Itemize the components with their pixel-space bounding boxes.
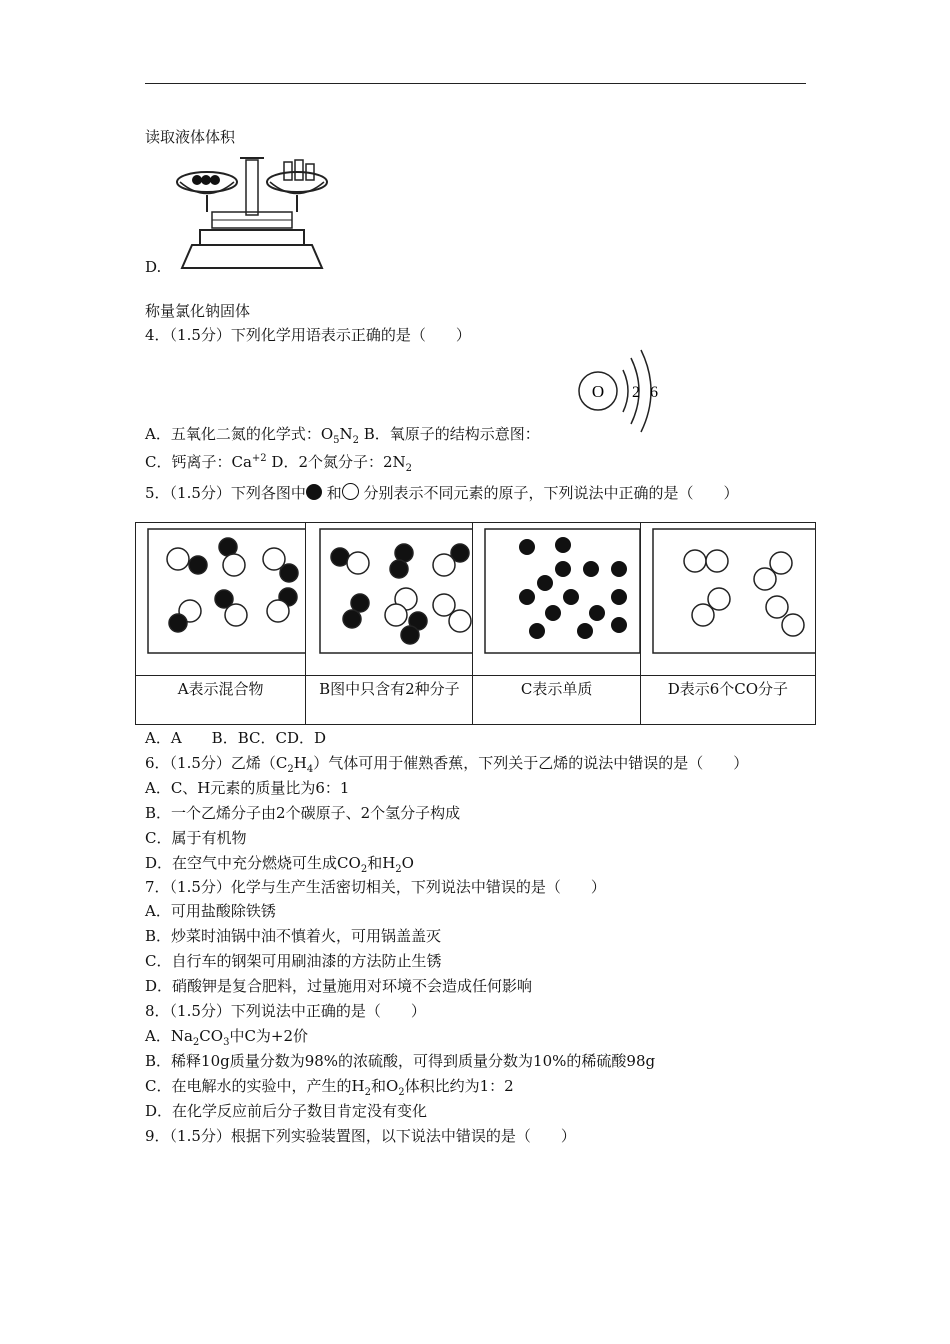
atom-shell-2-count: 6 xyxy=(650,384,658,401)
q9-stem: 9．（1.5分）根据下列实验装置图，以下说法中错误的是（ ） xyxy=(145,1127,576,1145)
q7-option-b: B．炒菜时油锅中油不慎着火，可用锅盖盖灭 xyxy=(145,927,442,945)
q4-option-ab: A．五氧化二氮的化学式：$O_5N_2$ B．氧原子的结构示意图： xyxy=(145,425,540,446)
q8-option-b: B．稀释10g质量分数为98%的浓硫酸，可得到质量分数为10%的稀硫酸98g xyxy=(145,1052,656,1070)
top-caption: 读取液体体积 xyxy=(145,128,236,146)
q6-option-d: D．在空气中充分燃烧可生成$CO_2$和$H_2O$ xyxy=(145,854,414,875)
panel-b xyxy=(306,523,472,675)
panel-a xyxy=(136,523,305,675)
q7-option-d: D．硝酸钾是复合肥料，过量施用对环境不会造成任何影响 xyxy=(145,977,533,995)
q5-figure-table xyxy=(135,522,816,725)
option-d-label: D. xyxy=(145,258,162,276)
oxygen-atom-structure-diagram xyxy=(573,346,663,436)
caption-b: B图中只含有2种分子 xyxy=(319,680,460,698)
white-atom-icon xyxy=(342,483,359,500)
q4-stem: 4．（1.5分）下列化学用语表示正确的是（ ） xyxy=(145,326,471,344)
header-rule xyxy=(145,83,806,84)
balance-scale-illustration xyxy=(172,150,332,275)
q6-option-c: C．属于有机物 xyxy=(145,829,247,847)
caption-a: A表示混合物 xyxy=(177,680,264,698)
q6-option-b: B．一个乙烯分子由2个碳原子、2个氢分子构成 xyxy=(145,804,461,822)
q7-stem: 7．（1.5分）化学与生产生活密切相关，下列说法中错误的是（ ） xyxy=(145,878,606,896)
q8-option-d: D．在化学反应前后分子数目肯定没有变化 xyxy=(145,1102,428,1120)
atom-nucleus-label: O xyxy=(591,382,605,401)
q6-option-a: A．C、H元素的质量比为6：1 xyxy=(145,779,350,797)
q6-stem: 6．（1.5分）乙烯$(C_2H_4)$气体可用于催熟香蕉，下列关于乙烯的说法中错误的是（ ） xyxy=(145,754,749,775)
q8-option-a: A．$Na_2CO_3$中C为+2价 xyxy=(145,1027,309,1048)
q8-stem: 8．（1.5分）下列说法中正确的是（ ） xyxy=(145,1002,426,1020)
panel-d xyxy=(641,523,815,675)
bottom-caption: 称量氯化钠固体 xyxy=(145,302,251,320)
atom-shell-1-count: 2 xyxy=(632,384,640,401)
q8-option-c: C．在电解水的实验中，产生的$H_2$和$O_2$体积比约为1：2 xyxy=(145,1077,514,1098)
black-atom-icon xyxy=(306,484,322,500)
q5-options: A．A B．BC．CD．D xyxy=(145,729,326,747)
panel-c xyxy=(473,523,639,675)
caption-c: C表示单质 xyxy=(520,680,593,698)
q4-option-cd: C．钙离子：$Ca^{+2}$ D．2个氮分子：$2N_2$ xyxy=(145,453,413,474)
q7-option-c: C．自行车的钢架可用刷油漆的方法防止生锈 xyxy=(145,952,442,970)
q5-stem: 5．（1.5分）下列各图中 和 分别表示不同元素的原子，下列说法中正确的是（ ） xyxy=(145,484,739,502)
q7-option-a: A．可用盐酸除铁锈 xyxy=(145,902,276,920)
caption-d: D表示6个CO分子 xyxy=(667,680,789,698)
